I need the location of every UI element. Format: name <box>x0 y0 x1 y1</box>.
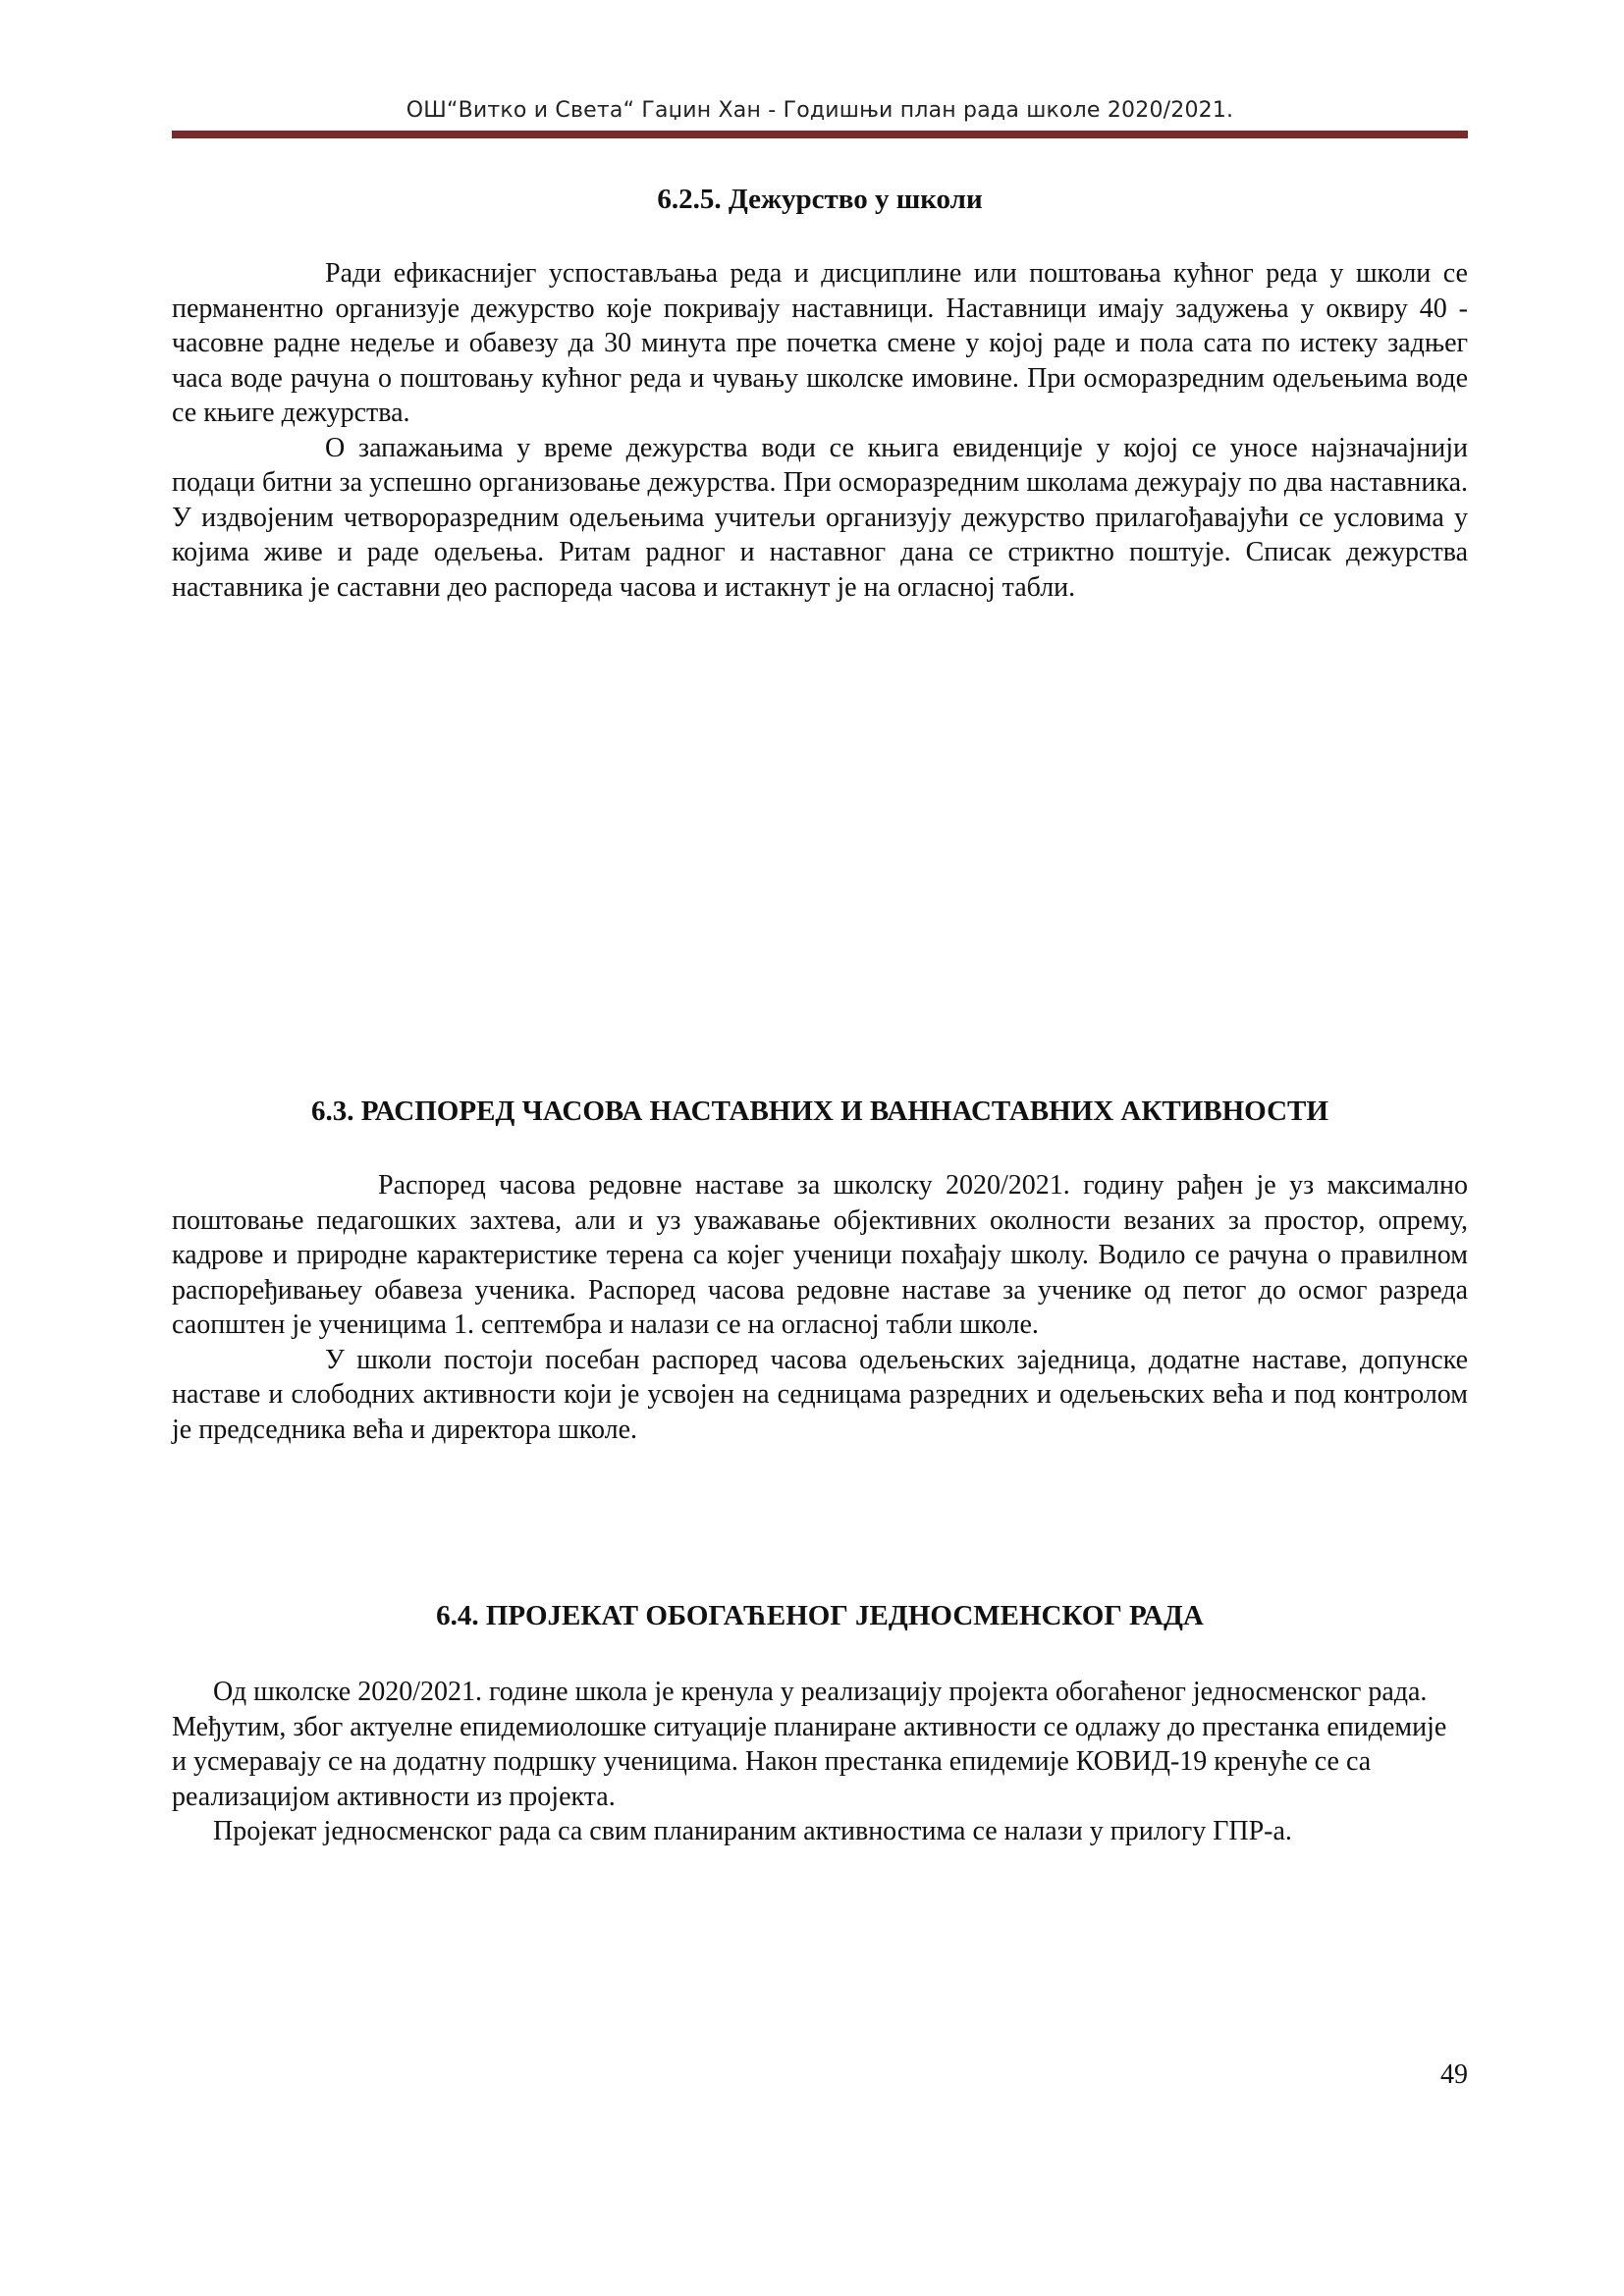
paragraph: Распоред часова редовне наставе за школску 2020/2021. годину рађен је уз максимално поштовање педагошких захтева, али и уз уважавање објективних околности везаних за простор, опрему, кадрове и природне карактеристике терена са којег ученици похађају школу. Водило се рачуна о правилном распоређивањеу обавеза ученика. Распоред часова редовне наставе за ученике од петог до осмог разреда саопштен је ученицима 1. септембра и налази се на огласној табли школе. <box>172 1170 1468 1340</box>
paragraph: Пројекат једносменског рада са свим планираним активностима се налази у прилогу ГПР-а. <box>213 1816 1292 1846</box>
section-body-6-2-5 <box>172 256 1468 605</box>
header-divider <box>172 131 1468 138</box>
running-header: ОШ“Витко и Света“ Гаџин Хан - Годишњи план рада школе 2020/2021. <box>406 98 1234 123</box>
paragraph: Ради ефикаснијег успостављања реда и дисциплине или поштовања кућног реда у школи се перманентно организује дежурство које покривају наставници. Наставници имају задужења у оквиру 40 - часовне радне недеље и обавезу да 30 минута пре почетка смене у којој раде и пола сата по истеку задњег часа воде рачуна о поштовању кућног реда и чувању школске имовине. При осморазредним одељењима воде се књиге дежурства. <box>172 258 1468 428</box>
paragraph: О запажањима у време дежурства води се књига евиденције у којој се уносе најзначајнији подаци битни за успешно организовање дежурства. При осморазредним школама дежурају по два наставника. У издвојеним четвороразредним одељењима учитељи организују дежурство прилагођавајући се условима у којима живе и раде одељења. Ритам радног и наставног дана се стриктно поштује. Списак дежурства наставника је саставни део распореда часова и истакнут је на огласној табли. <box>172 432 1468 603</box>
section-heading-6-3: 6.3. РАСПОРЕД ЧАСОВА НАСТАВНИХ И ВАННАСТАВНИХ АКТИВНОСТИ <box>311 1095 1328 1127</box>
section-heading-6-4: 6.4. ПРОЈЕКАТ ОБОГАЋЕНОГ ЈЕДНОСМЕНСКОГ РАДА <box>436 1600 1204 1631</box>
section-heading-6-2-5: 6.2.5. Дежурство у школи <box>657 184 983 215</box>
paragraph: У школи постоји посебан распоред часова одељењских заједница, додатне наставе, допунске наставе и слободних активности који је усвојен на седницама разредних и одељењских већа и под контролом је председника већа и директора школе. <box>172 1344 1468 1445</box>
section-body-6-4 <box>172 1675 1468 1849</box>
section-body-6-3 <box>172 1168 1468 1447</box>
paragraph: Од школске 2020/2021. године школа је кренула у реализацију пројекта обогаћеног једносменског рада. Међутим, због актуелне епидемиолошке ситуације планиране активности се одлажу до престанка епидемије и усмеравају се на додатну подршку ученицима. Након престанка епидемије КОВИД-19 кренуће се са реализацијом активности из пројекта. <box>172 1677 1447 1812</box>
page-number: 49 <box>1440 2059 1468 2090</box>
